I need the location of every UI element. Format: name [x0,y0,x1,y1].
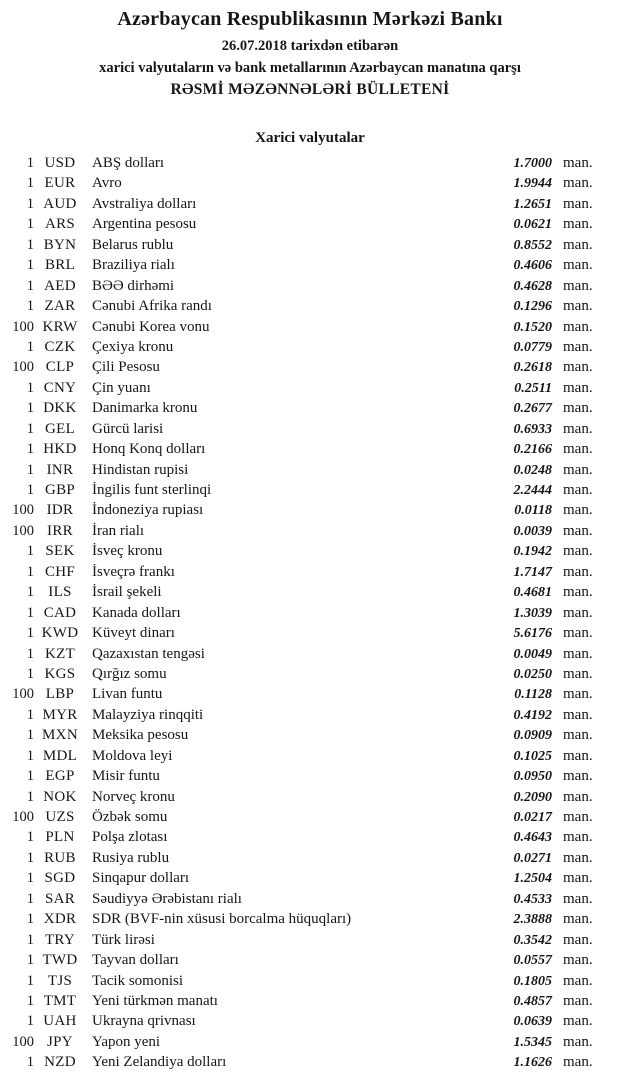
currency-code: EGP [45,768,75,785]
rate-row [0,255,620,275]
rate-quantity: 1 [26,992,34,1009]
rate-unit-label: man. [563,809,593,825]
currency-code: TMT [43,992,77,1009]
currency-name: Belarus rublu [92,236,174,253]
rate-unit-label: man. [563,379,593,396]
rate-value: 0.0049 [513,646,552,662]
rate-value: 1.7147 [513,564,552,580]
currency-code: KZT [44,645,76,662]
rate-value: 5.6176 [513,626,552,642]
currency-name: İran rialı [92,522,145,539]
rate-row [0,930,620,950]
rate-value: 0.4681 [513,585,552,601]
rate-unit-label: man. [563,155,593,171]
rate-quantity: 100 [12,809,34,825]
rate-quantity: 100 [12,522,34,539]
rate-value: 0.2090 [513,789,552,805]
rate-unit-label: man. [563,257,593,274]
rate-value: 0.2511 [514,380,552,396]
rate-unit-label: man. [563,461,593,478]
rate-value: 0.1025 [513,748,552,764]
rate-unit-label: man. [563,482,593,498]
rate-value: 0.1296 [513,299,552,315]
rate-quantity: 1 [26,257,34,274]
rate-value: 0.2166 [513,442,552,458]
rate-value: 0.0248 [513,462,552,478]
currency-code: CNY [43,379,77,396]
rate-unit-label: man. [563,318,593,335]
currency-code: INR [46,461,74,478]
rate-unit-label: man. [563,1033,593,1050]
currency-name: SDR (BVF-nin xüsusi borcalma hüquqları) [92,911,352,928]
currency-name: Səudiyyə Ərəbistanı rialı [92,890,242,907]
rate-quantity: 1 [26,155,34,171]
rate-quantity: 1 [26,1054,34,1071]
rate-unit-label: man. [563,788,593,805]
bulletin-title: RƏSMİ MƏZƏNNƏLƏRİ BÜLLETENİ [170,81,450,98]
rate-value: 0.2618 [513,360,552,376]
currency-name: İsveç kronu [92,543,163,560]
rate-quantity: 1 [26,236,34,253]
rate-row [0,991,620,1011]
currency-code: SEK [45,543,75,560]
rate-unit-label: man. [563,625,593,642]
rate-unit-label: man. [563,584,593,601]
rate-quantity: 1 [26,543,34,560]
currency-code: USD [44,155,76,171]
rate-quantity: 1 [26,768,34,785]
rate-row [0,439,620,459]
currency-name: Qırğız somu [92,665,167,682]
rate-quantity: 1 [26,972,34,989]
rate-quantity: 1 [26,645,34,662]
currency-code: MDL [42,747,78,764]
currency-code: CAD [43,604,77,621]
rate-row [0,725,620,745]
currency-name: Argentina pesosu [92,216,197,233]
currency-code: CHF [44,563,76,580]
rate-value: 0.1942 [513,544,552,560]
currency-name: Moldova leyi [92,747,173,764]
rate-unit-label: man. [563,543,593,560]
rate-value: 0.0039 [513,523,552,539]
rate-row [0,500,620,520]
currency-code: ILS [48,584,72,601]
rate-value: 0.4857 [513,993,552,1009]
rate-value: 0.3542 [513,932,552,948]
rate-unit-label: man. [563,952,593,969]
document-header [0,0,620,99]
currency-code: KGS [44,665,76,682]
rate-value: 1.2651 [513,196,552,212]
currency-name: ABŞ dolları [92,155,165,171]
rate-row [0,235,620,255]
rate-row [0,521,620,541]
rate-unit-label: man. [563,236,593,253]
rate-quantity: 100 [12,1033,34,1050]
currency-code: CZK [44,338,76,355]
rate-value: 0.0779 [513,339,552,355]
rate-row [0,562,620,582]
rate-row [0,684,620,704]
currency-name: Qazaxıstan tengəsi [92,645,205,662]
rate-quantity: 1 [26,216,34,233]
currency-code: ARS [44,216,76,233]
rate-unit-label: man. [563,686,593,703]
rate-quantity: 1 [26,727,34,744]
rate-value: 0.2677 [513,401,552,417]
rate-row [0,950,620,970]
rate-value: 0.0271 [513,850,552,866]
currency-code: XDR [43,911,77,928]
currency-name: Yapon yeni [92,1033,161,1050]
currency-code: TRY [44,931,76,948]
currency-code: MXN [42,727,78,744]
rate-row [0,317,620,337]
currency-code: LBP [45,686,75,703]
rate-value: 0.4192 [513,707,552,723]
rate-unit-label: man. [563,604,593,621]
rate-row [0,153,620,173]
currency-code: NZD [44,1054,76,1071]
rate-unit-label: man. [563,420,593,437]
rate-quantity: 1 [26,298,34,315]
currency-name: Hindistan rupisi [92,461,189,478]
rate-row [0,1011,620,1031]
rate-quantity: 100 [12,318,34,335]
rate-quantity: 1 [26,482,34,498]
rate-row [0,460,620,480]
rate-quantity: 1 [26,747,34,764]
currency-code: UAH [43,1013,77,1030]
rate-quantity: 1 [26,870,34,887]
currency-name: Sinqapur dolları [92,870,190,887]
currency-code: BRL [44,257,76,274]
rate-value: 0.0217 [513,810,552,825]
rate-value: 0.0639 [513,1014,552,1030]
rate-row [0,398,620,418]
currency-name: Türk lirəsi [92,931,155,948]
rate-quantity: 1 [26,1013,34,1030]
rate-quantity: 1 [26,706,34,723]
currency-code: BYN [43,236,77,253]
rate-unit-label: man. [563,890,593,907]
rate-value: 0.0950 [513,769,552,785]
rate-quantity: 1 [26,849,34,866]
bank-title: Azərbaycan Respublikasının Mərkəzi Bankı [117,8,503,30]
rate-quantity: 1 [26,563,34,580]
currency-name: Avro [92,175,122,192]
rate-row [0,664,620,684]
rate-row [0,603,620,623]
currency-code: DKK [43,400,77,417]
currency-code: SAR [44,890,76,907]
rate-unit-label: man. [563,665,593,682]
rate-row [0,807,620,827]
rate-value: 1.3039 [513,605,552,621]
rate-row [0,173,620,193]
rate-unit-label: man. [563,502,593,519]
currency-name: Tacik somonisi [92,972,184,989]
rate-value: 0.8552 [513,237,552,253]
rate-quantity: 100 [12,359,34,376]
rate-unit-label: man. [563,706,593,723]
rate-quantity: 1 [26,420,34,437]
rate-unit-label: man. [563,298,593,315]
currency-name: Danimarka kronu [92,400,198,417]
currency-code: IRR [47,522,73,539]
currency-name: Özbək somu [92,809,168,825]
rate-row [0,1032,620,1052]
currency-name: Yeni türkmən manatı [92,992,218,1009]
rate-quantity: 1 [26,584,34,601]
rate-unit-label: man. [563,338,593,355]
currency-name: Çin yuanı [92,379,151,396]
currency-name: Rusiya rublu [92,849,170,866]
currency-name: Misir funtu [92,768,160,785]
currency-name: Küveyt dinarı [92,625,175,642]
rate-unit-label: man. [563,359,593,376]
rate-unit-label: man. [563,972,593,989]
rate-row [0,337,620,357]
rate-quantity: 1 [26,911,34,928]
currency-code: MYR [42,706,78,723]
currency-code: SGD [44,870,76,887]
rate-unit-label: man. [563,727,593,744]
currency-code: RUB [44,849,76,866]
rate-quantity: 1 [26,665,34,682]
rate-value: 0.6933 [513,421,552,437]
currency-code: ZAR [44,298,76,315]
rate-unit-label: man. [563,870,593,887]
rate-quantity: 1 [26,625,34,642]
rate-value: 0.1805 [513,973,552,989]
rate-unit-label: man. [563,277,593,294]
rate-quantity: 1 [26,400,34,417]
rate-value: 0.0557 [513,953,552,969]
currency-code: IDR [46,502,74,519]
rate-value: 0.4628 [513,278,552,294]
currency-code: TWD [42,952,78,969]
rate-row [0,644,620,664]
currency-code: GBP [44,482,76,498]
currency-name: Meksika pesosu [92,727,189,744]
currency-name: Polşa zlotası [92,829,168,846]
currency-name: Cənubi Afrika randı [92,298,212,315]
rate-row [0,746,620,766]
currency-code: HKD [43,441,77,458]
currency-name: Ukrayna qrivnası [92,1013,196,1030]
rate-value: 0.4643 [513,830,552,846]
currency-name: Tayvan dolları [92,952,179,969]
rate-unit-label: man. [563,522,593,539]
currency-code: NOK [43,788,77,805]
rate-unit-label: man. [563,175,593,192]
effective-date-line: 26.07.2018 tarixdən etibarən [221,38,399,54]
currency-code: GEL [44,420,76,437]
subject-line: xarici valyutaların və bank metallarının Azərbaycan manatına qarşı [99,60,521,76]
currency-name: Çili Pesosu [92,359,160,376]
rate-unit-label: man. [563,992,593,1009]
rate-row [0,848,620,868]
rate-row [0,868,620,888]
currency-code: AED [44,277,76,294]
rate-unit-label: man. [563,829,593,846]
rate-row [0,705,620,725]
rate-quantity: 1 [26,379,34,396]
rate-row [0,419,620,439]
rate-quantity: 1 [26,890,34,907]
rate-quantity: 1 [26,195,34,212]
rate-unit-label: man. [563,768,593,785]
rate-value: 1.5345 [513,1034,552,1050]
rate-quantity: 1 [26,931,34,948]
rate-value: 2.2444 [513,483,552,498]
currency-code: KRW [42,318,78,335]
rate-quantity: 1 [26,788,34,805]
currency-name: Braziliya rialı [92,257,175,274]
rate-quantity: 1 [26,461,34,478]
rate-unit-label: man. [563,645,593,662]
currency-name: Yeni Zelandiya dolları [92,1054,227,1071]
rate-value: 1.1626 [513,1055,552,1071]
rate-value: 0.0621 [513,217,552,233]
currency-name: Çexiya kronu [92,338,174,355]
rate-row [0,378,620,398]
rate-quantity: 100 [12,686,34,703]
rate-row [0,909,620,929]
currency-code: EUR [44,175,76,192]
rate-row [0,296,620,316]
rate-row [0,766,620,786]
rate-value: 0.4606 [513,258,552,274]
rate-quantity: 1 [26,175,34,192]
rate-row [0,582,620,602]
currency-code: PLN [45,829,75,846]
rate-unit-label: man. [563,849,593,866]
currency-name: Norveç kronu [92,788,175,805]
rate-row [0,827,620,847]
rate-value: 0.4533 [513,891,552,907]
rate-value: 1.7000 [513,156,552,171]
rate-unit-label: man. [563,1013,593,1030]
rate-row [0,623,620,643]
rate-value: 1.9944 [513,176,552,192]
rate-unit-label: man. [563,1054,593,1071]
rate-unit-label: man. [563,216,593,233]
currency-code: CLP [45,359,75,376]
currency-code: JPY [47,1033,73,1050]
rate-value: 1.2504 [513,871,552,887]
rate-quantity: 1 [26,338,34,355]
currency-code: AUD [43,195,77,212]
rate-row [0,787,620,807]
currency-name: Gürcü larisi [92,420,164,437]
rate-row [0,276,620,296]
rate-value: 0.0118 [514,503,552,519]
rate-row [0,541,620,561]
rate-value: 2.3888 [513,912,552,928]
rate-row [0,357,620,377]
rate-row [0,889,620,909]
rate-value: 0.0250 [513,666,552,682]
rate-unit-label: man. [563,400,593,417]
currency-name: İngilis funt sterlinqi [92,482,212,498]
currency-name: Malayziya rinqqiti [92,706,204,723]
rate-quantity: 1 [26,952,34,969]
rate-quantity: 1 [26,829,34,846]
currency-name: Kanada dolları [92,604,181,621]
rate-row [0,480,620,500]
rate-quantity: 100 [12,502,34,519]
rate-row [0,1052,620,1072]
rate-quantity: 1 [26,604,34,621]
currency-code: UZS [45,809,75,825]
currency-name: Livan funtu [92,686,163,703]
rate-unit-label: man. [563,931,593,948]
rate-row [0,971,620,991]
rate-row [0,214,620,234]
rate-value: 0.1128 [514,687,552,703]
currency-name: Avstraliya dolları [92,195,197,212]
currency-name: İndoneziya rupiası [92,502,204,519]
rate-quantity: 1 [26,441,34,458]
rates-table [0,153,620,1073]
currency-name: BƏƏ dirhəmi [92,277,175,294]
rate-unit-label: man. [563,563,593,580]
currency-name: Honq Konq dolları [92,441,206,458]
rate-unit-label: man. [563,747,593,764]
rate-value: 0.0909 [513,728,552,744]
rate-quantity: 1 [26,277,34,294]
section-title-foreign-currencies: Xarici valyutalar [255,130,365,146]
rate-row [0,194,620,214]
currency-name: Cənubi Korea vonu [92,318,210,335]
currency-code: TJS [47,972,73,989]
rate-value: 0.1520 [513,319,552,335]
currency-code: KWD [41,625,79,642]
rate-unit-label: man. [563,441,593,458]
rate-unit-label: man. [563,195,593,212]
rate-unit-label: man. [563,911,593,928]
currency-name: İsrail şekeli [92,584,162,601]
currency-name: İsveçrə frankı [92,563,175,580]
